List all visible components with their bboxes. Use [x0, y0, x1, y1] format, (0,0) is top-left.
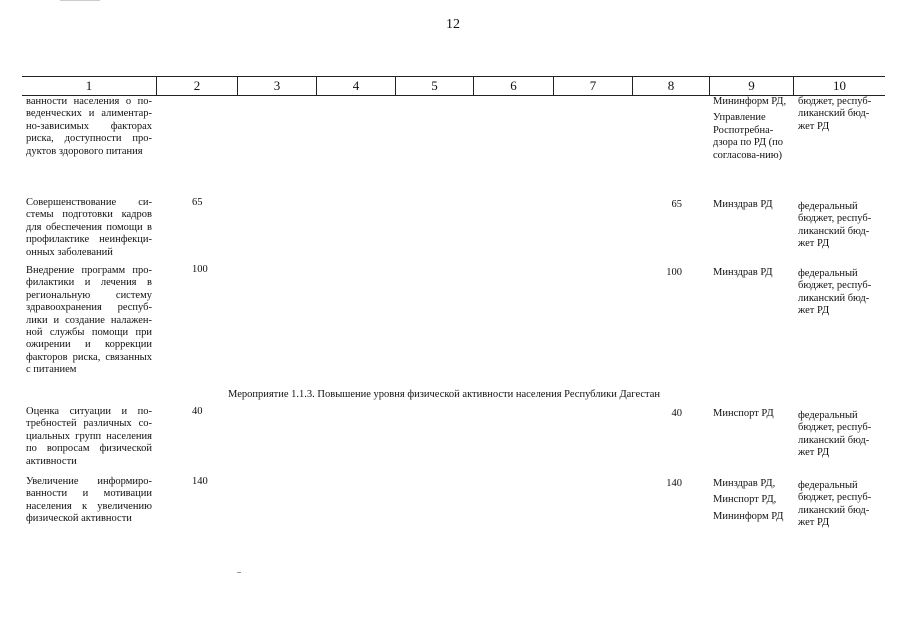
row-description: Совершенствование си-стемы подготовки кадров для обеспечения помощи в профилактике неинфекци-онных заболеваний [26, 197, 152, 258]
column-header-7: 7 [553, 77, 632, 95]
column-header-2: 2 [156, 77, 237, 95]
row-executors [713, 408, 791, 424]
executor: Минздрав РД [713, 267, 773, 278]
row-value-col2: 140 [192, 476, 208, 487]
column-header-4: 4 [316, 77, 395, 95]
column-header-3: 3 [237, 77, 316, 95]
row-funding-source: федеральный бюджет, респуб-ликанский бюд-жет РД [798, 480, 872, 529]
executor: Минспорт РД, [713, 494, 777, 506]
scan-edge [60, 0, 100, 1]
page-number: 12 [446, 17, 460, 32]
table-header-row [22, 76, 885, 96]
row-value-col2: 100 [192, 264, 208, 275]
column-header-10: 10 [793, 77, 885, 95]
row-funding-source: федеральный бюджет, респуб-ликанский бюд-жет РД [798, 201, 872, 250]
row-value-col8: 65 [671, 199, 682, 210]
row-value-col8: 140 [666, 478, 682, 489]
column-header-5: 5 [395, 77, 473, 95]
row-funding-source: федеральный бюджет, респуб-ликанский бюд-жет РД [798, 410, 872, 459]
row-funding-source: бюджет, респуб-ликанский бюд-жет РД [798, 96, 872, 132]
row-funding-source: федеральный бюджет, респуб-ликанский бюд-жет РД [798, 268, 872, 317]
row-value-col8: 100 [666, 267, 682, 278]
row-value-col2: 65 [192, 197, 203, 208]
row-description: ванности населения о по-веденческих и алиментар-но-зависимых факторах риска, доступности про-дуктов здорового питания [26, 96, 152, 157]
row-value-col2: 40 [192, 406, 203, 417]
executor: Минздрав РД, [713, 478, 776, 489]
executor: Мининформ РД, [713, 96, 787, 107]
column-header-6: 6 [473, 77, 553, 95]
column-header-9: 9 [709, 77, 793, 95]
row-description: Оценка ситуации и по-требностей различных со-циальных групп населения по вопросам физической активности [26, 406, 152, 467]
executor: Мининформ РД [713, 510, 784, 522]
activity-subheading: Мероприятие 1.1.3. Повышение уровня физической активности населения Республики Дагестан [228, 389, 661, 400]
executor: Управление Роспотребна-дзора по РД (по согласова-нию) [713, 112, 784, 161]
row-executors [713, 199, 791, 215]
row-description: Внедрение программ про-филактики и лечения в региональную систему здравоохранения респуб-лики и создание налажен-ной службы помощи при ожирении и коррекции факторов риска, связанных с питанием [26, 265, 152, 376]
row-executors [713, 478, 791, 527]
row-executors [713, 267, 791, 283]
executor: Минздрав РД [713, 199, 773, 210]
row-executors [713, 96, 791, 166]
row-value-col8: 40 [671, 408, 682, 419]
scan-speck [237, 572, 241, 573]
column-header-8: 8 [632, 77, 709, 95]
row-description: Увеличение информиро-ванности и мотивации населения к увеличению физической активности [26, 476, 152, 525]
executor: Минспорт РД [713, 408, 774, 419]
column-header-1: 1 [85, 78, 93, 93]
